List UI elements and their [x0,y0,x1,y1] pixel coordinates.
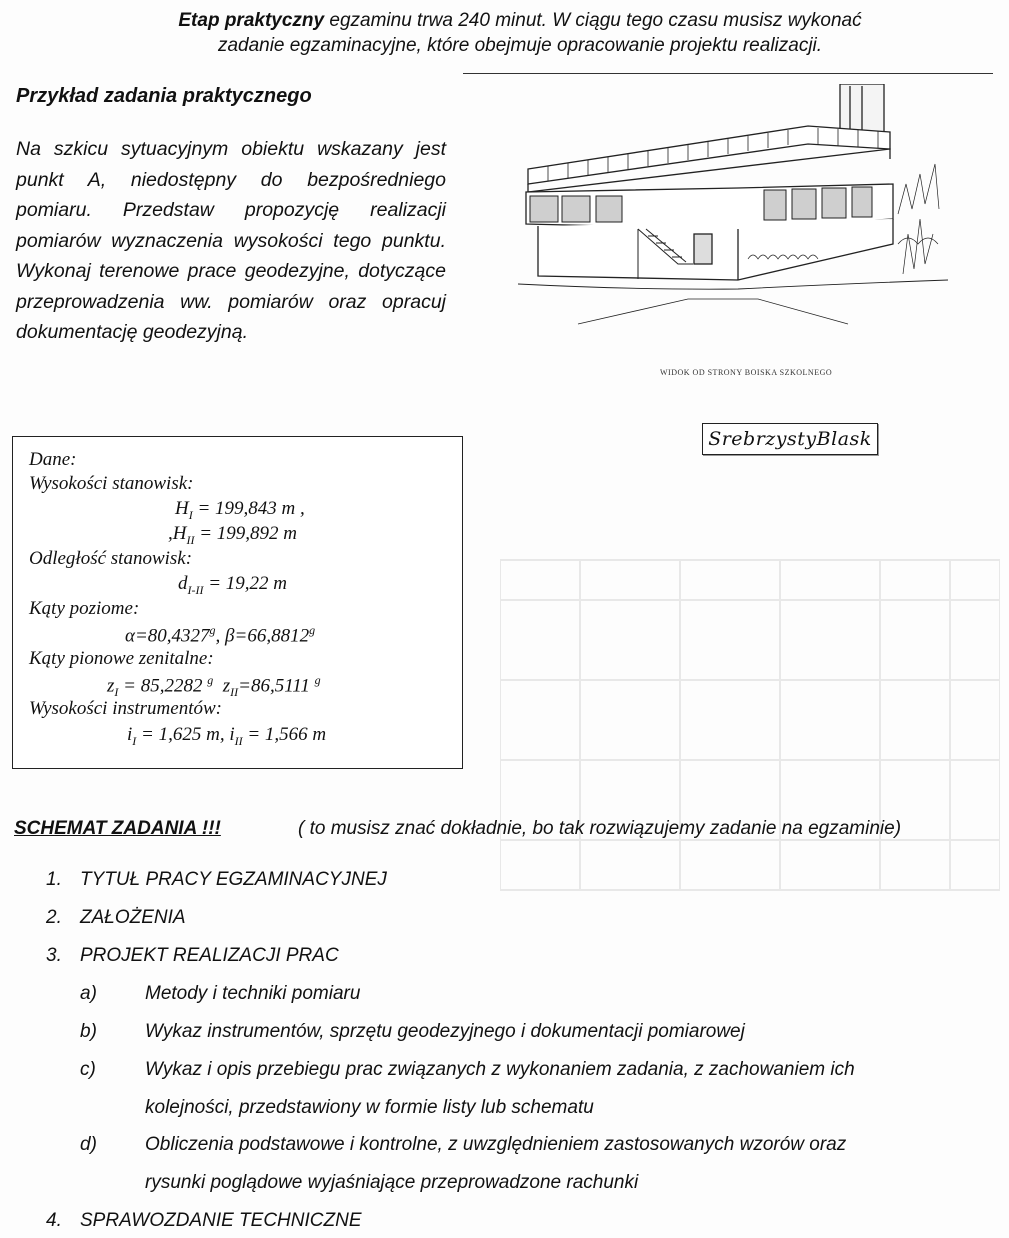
sublist-letter: d) [80,1134,97,1155]
list-number: 1. [46,869,62,890]
z2-unit: g [314,673,321,687]
intro-line2: zadanie egzaminacyjne, które obejmuje opracowanie projektu realizacji. [217,35,823,56]
sublist-letter: b) [80,1021,97,1042]
heights-label: Wysokości stanowisk: [29,473,194,494]
vertical-angles-label: Kąty pionowe zenitalne: [29,648,214,669]
instrument-heights-label: Wysokości instrumentów: [29,698,222,719]
intro-bold: Etap praktyczny [178,10,325,31]
h2-subscript: II [186,532,195,547]
list-text: TYTUŁ PRACY EGZAMINACYJNEJ [80,869,387,890]
list-text: PROJEKT REALIZACJI PRAC [80,945,339,966]
i1-symbol: i [127,724,133,745]
z1-unit: g [207,673,214,687]
intro-paragraph [60,8,980,58]
sublist-text: Metody i techniki pomiaru [145,983,361,1004]
sublist-text-line2: kolejności, przedstawiony w formie listy lub schematu [145,1097,594,1118]
z1-subscript: I [114,685,119,700]
alpha-unit: g [209,623,216,637]
schema-title: SCHEMAT ZADANIA !!! [14,818,221,839]
h1-symbol: H [175,498,189,519]
list-number: 3. [46,945,62,966]
horizontal-angles-value [125,623,315,647]
z1-value: = 85,2282 [118,675,208,697]
z2-value: =86,5111 [238,675,315,697]
z2-subscript: II [230,685,239,700]
intro-line1: egzaminu trwa 240 minut. W ciągu tego czasu musisz wykonać [324,10,862,31]
i1-value: = 1,625 m, [136,724,230,745]
list-text: SPRAWOZDANIE TECHNICZNE [80,1210,362,1231]
sublist-letter: a) [80,983,97,1004]
z1-symbol: z [107,675,115,697]
watermark-label: SrebrzystyBlask [702,423,878,455]
beta-unit: g [309,623,316,637]
task-description: Na szkicu sytuacyjnym obiektu wskazany jest punkt A, niedostępny do bezpośredniego pomiaru. Przedstaw propozycję realizacji pomiarów wyznaczenia wysokości tego punktu. Wykonaj terenowe prace geodezyjne, dotyczące przeprowadzenia ww. pomiarów oraz opracuj dokumentację geodezyjną. [16,138,446,343]
height-h2: $,H_{II} = 199,892$ m [168,523,298,547]
distance-label: Odległość stanowisk: [29,548,193,569]
background-table-ghost [500,540,1000,900]
given-data-box [12,436,463,769]
instrument-heights-value [127,724,326,749]
height-h1 [175,498,305,523]
vertical-angles-value [107,673,321,700]
h1-value: = 199,843 m , [192,498,305,519]
d-symbol: d [178,573,188,594]
i1-subscript: I [132,733,137,748]
distance-value [178,573,287,598]
sublist-text-line1: Obliczenia podstawowe i kontrolne, z uwzględnieniem zastosowanych wzorów oraz [145,1134,847,1155]
horizontal-rule [463,73,993,74]
sketch-caption: WIDOK OD STRONY BOISKA SZKOLNEGO [660,368,833,377]
i2-subscript: II [234,733,243,748]
h1-subscript: I [188,507,193,522]
i2-symbol: i [229,724,235,745]
beta-value: , β=66,8812 [215,625,310,647]
alpha-value: α=80,4327 [125,625,210,647]
sublist-letter: c) [80,1059,96,1080]
list-number: 2. [46,907,62,928]
h2-symbol: H [172,523,187,544]
sublist-text-line1: Wykaz i opis przebiegu prac związanych z wykonaniem zadania, z zachowaniem ich [145,1059,855,1080]
example-title: Przykład zadania praktycznego [16,85,312,107]
list-text: ZAŁOŻENIA [80,907,186,928]
list-number: 4. [46,1210,62,1231]
sublist-text: Wykaz instrumentów, sprzętu geodezyjnego i dokumentacji pomiarowej [145,1021,745,1042]
i2-value: = 1,566 m [242,724,327,745]
d-subscript: I-II [187,582,204,597]
horizontal-angles-label: Kąty poziome: [29,598,140,619]
schema-note: ( to musisz znać dokładnie, bo tak rozwiązujemy zadanie na egzaminie) [298,818,902,839]
given-label: Dane: [29,449,77,470]
h2-value: = 199,892 m [194,523,298,544]
building-sketch [518,84,968,404]
z2-symbol: z [222,675,231,697]
sublist-text-line2: rysunki poglądowe wyjaśniające przeprowadzone rachunki [145,1172,639,1193]
d-value: = 19,22 m [203,573,288,594]
